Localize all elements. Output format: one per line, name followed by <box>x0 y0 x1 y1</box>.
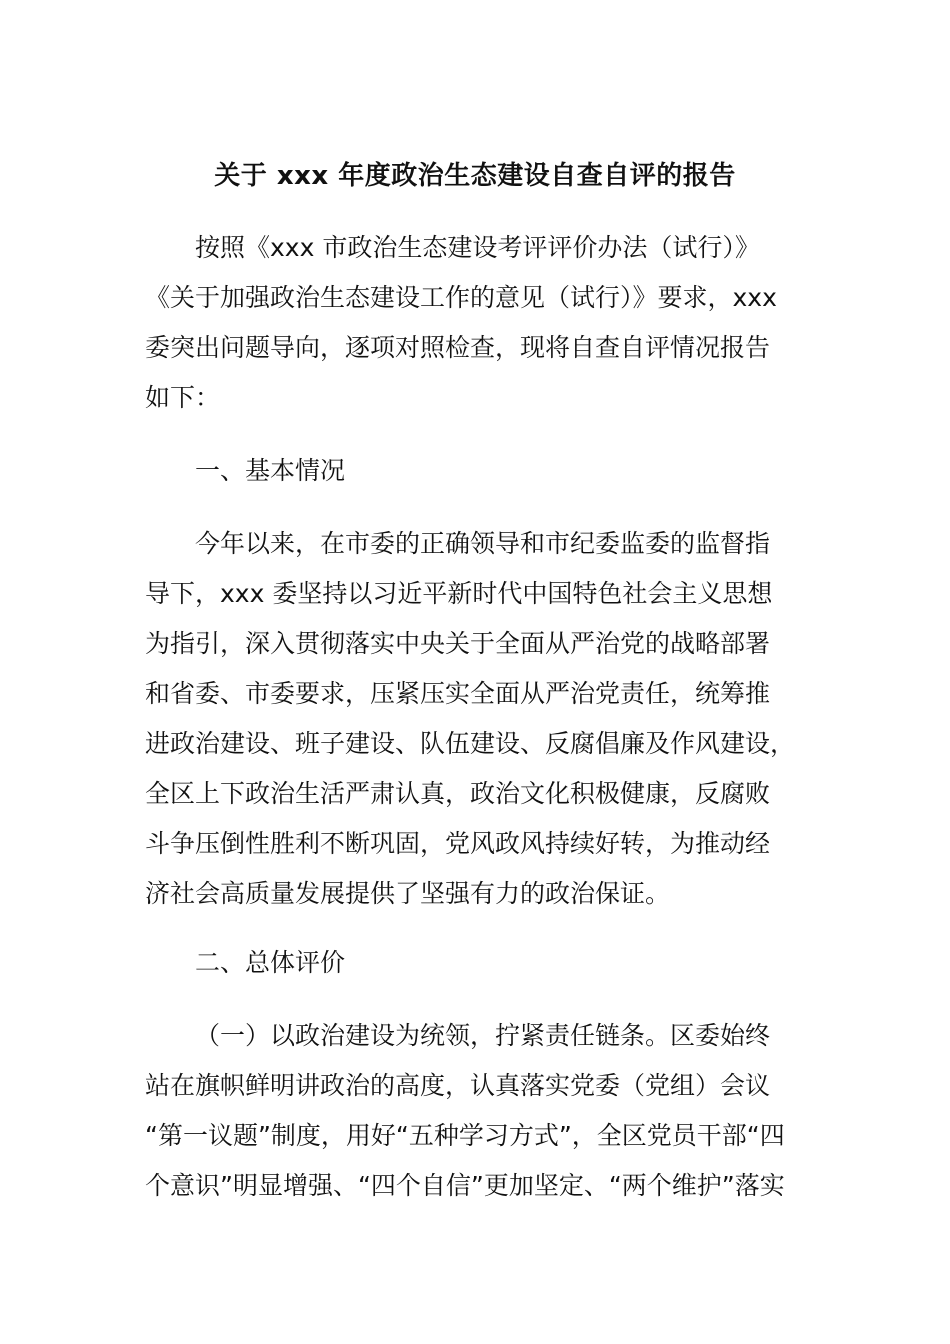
section-heading: 一、基本情况 <box>195 456 346 485</box>
text-line: “第一议题”制度，用好“五种学习方式”，全区党员干部“四 <box>145 1121 785 1150</box>
text-line: 《关于加强政治生态建设工作的意见（试行）》要求，xxx <box>145 283 777 312</box>
section2-paragraph <box>145 1011 807 1211</box>
text-line: 如下： <box>145 383 221 412</box>
intro-paragraph <box>145 223 807 423</box>
text-line: 委突出问题导向，逐项对照检查，现将自查自评情况报告 <box>145 333 771 362</box>
section-heading-basic <box>145 446 807 496</box>
text-line: 今年以来，在市委的正确领导和市纪委监委的监督指 <box>195 529 771 558</box>
text-line: 个意识”明显增强、“四个自信”更加坚定、“两个维护”落实 <box>145 1171 785 1200</box>
document-title: 关于 xxx 年度政治生态建设自查自评的报告 <box>214 161 736 191</box>
text-line: 斗争压倒性胜利不断巩固，党风政风持续好转，为推动经 <box>145 829 771 858</box>
text-line: 站在旗帜鲜明讲政治的高度，认真落实党委（党组）会议 <box>145 1071 771 1100</box>
text-line: 济社会高质量发展提供了坚强有力的政治保证。 <box>145 879 671 908</box>
section1-paragraph <box>145 519 807 919</box>
text-line: 按照《xxx 市政治生态建设考评评价办法（试行）》 <box>195 233 760 262</box>
text-line: （一）以政治建设为统领，拧紧责任链条。区委始终 <box>195 1021 771 1050</box>
text-line: 为指引，深入贯彻落实中央关于全面从严治党的战略部署 <box>145 629 771 658</box>
text-line: 全区上下政治生活严肃认真，政治文化积极健康，反腐败 <box>145 779 771 808</box>
text-line: 进政治建设、班子建设、队伍建设、反腐倡廉及作风建设， <box>145 729 796 758</box>
section-heading: 二、总体评价 <box>195 948 346 977</box>
text-line: 导下，xxx 委坚持以习近平新时代中国特色社会主义思想 <box>145 579 773 608</box>
section-heading-evaluation <box>145 938 807 988</box>
text-line: 和省委、市委要求，压紧压实全面从严治党责任，统筹推 <box>145 679 771 708</box>
